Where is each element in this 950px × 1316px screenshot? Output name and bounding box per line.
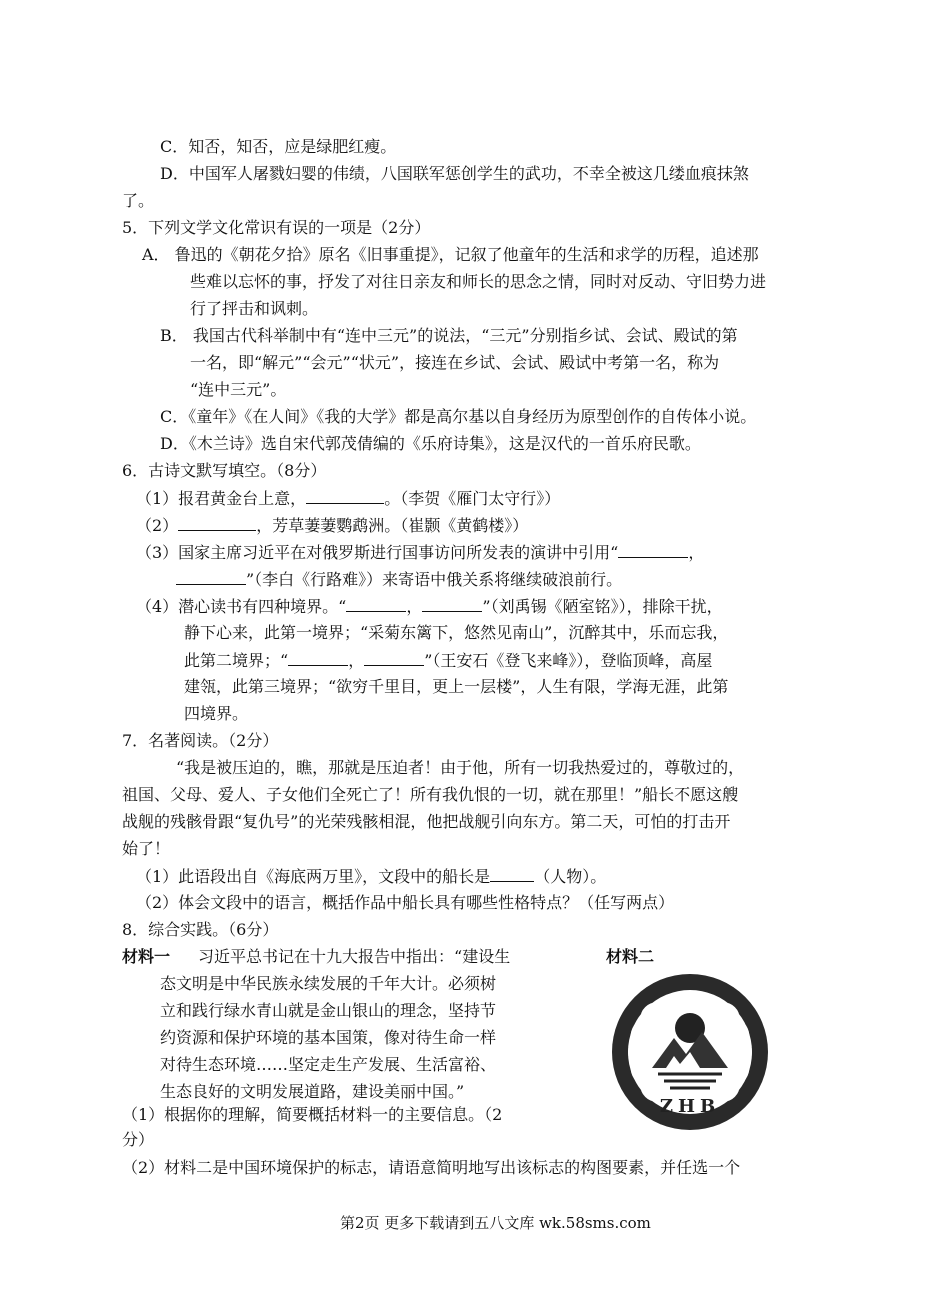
q6-item-4-line4: 建瓴，此第三境界；“欲穷千里目，更上一层楼”，人生有限，学海无涯，此第 bbox=[184, 677, 729, 696]
q6-item-3-line2 bbox=[176, 567, 622, 592]
q7-sub-1-text-a: （1）此语段出自《海底两万里》，文段中的船长是 bbox=[136, 867, 491, 886]
material-1-line4: 约资源和保护环境的基本国策，像对待生命一样 bbox=[160, 1028, 497, 1047]
q6-item-4-line3 bbox=[184, 648, 712, 673]
q6-item-3-text-c: ”（李白《行路难》）来寄语中俄关系将继续破浪前行。 bbox=[246, 570, 623, 589]
q6-item-4-blank-2[interactable] bbox=[422, 594, 482, 612]
q6-item-1-text-b: 。（李贺《雁门太守行》） bbox=[384, 489, 561, 508]
q7-passage-line1: “我是被压迫的，瞧，那就是压迫者！由于他，所有一切我热爱过的，尊敬过的， bbox=[176, 758, 745, 777]
q6-item-2-text-a: （2） bbox=[136, 516, 179, 535]
q7-sub-1-blank[interactable] bbox=[490, 864, 534, 882]
q4-option-d-line2: 了。 bbox=[122, 191, 155, 210]
q5-stem: 5．下列文学文化常识有误的一项是（2分） bbox=[122, 218, 431, 237]
q6-item-4-text-g: ”（王安石《登飞来峰》），登临顶峰，高屋 bbox=[424, 651, 713, 670]
q7-stem: 7．名著阅读。（2分） bbox=[122, 731, 279, 750]
q7-passage-line2: 祖国、父母、爱人、子女他们全死亡了！所有我仇恨的一切，就在那里！”船长不愿这艘 bbox=[122, 785, 739, 804]
q8-sub-1-line2: 分） bbox=[122, 1130, 155, 1149]
q6-item-3-blank-1[interactable] bbox=[618, 540, 688, 558]
q5-option-c: C．《童年》《在人间》《我的大学》都是高尔基以自身经历为原型创作的自传体小说。 bbox=[160, 407, 757, 426]
q5-option-a-line3: 行了抨击和讽刺。 bbox=[190, 299, 319, 318]
q4-option-c: C．知否，知否，应是绿肥红瘦。 bbox=[160, 137, 397, 156]
q5-option-b-line1: B． 我国古代科举制中有“连中三元”的说法，“三元”分别指乡试、会试、殿试的第 bbox=[160, 326, 738, 345]
q6-item-2 bbox=[136, 513, 528, 538]
q8-material-1-line1 bbox=[122, 945, 510, 969]
q6-item-4-line1 bbox=[136, 594, 723, 619]
material-1-line2: 态文明是中华民族永续发展的千年大计。必须树 bbox=[160, 974, 497, 993]
q5-option-b-line2: 一名，即“解元”“会元”“状元”，接连在乡试、会试、殿试中考第一名，称为 bbox=[190, 353, 720, 372]
q7-sub-2: （2）体会文段中的语言，概括作品中船长具有哪些性格特点？（任写两点） bbox=[136, 893, 675, 912]
q6-item-4-text-a: （4）潜心读书有四种境界。“ bbox=[136, 597, 347, 616]
emblem-letters: ZHB bbox=[659, 1096, 721, 1117]
q6-item-1 bbox=[136, 486, 560, 511]
q6-item-3-line1 bbox=[136, 540, 704, 565]
q6-item-4-text-e: 此第二境界；“ bbox=[184, 651, 289, 670]
q6-item-4-text-f: ， bbox=[348, 651, 365, 670]
page-footer: 第2页 更多下载请到五八文库 wk.58sms.com bbox=[340, 1214, 651, 1232]
q7-sub-1 bbox=[136, 864, 606, 889]
material-1-text-1: 习近平总书记在十九大报告中指出：“建设生 bbox=[198, 947, 511, 966]
q6-item-4-line5: 四境界。 bbox=[184, 704, 249, 723]
q6-item-4-line2: 静下心来，此第一境界；“采菊东篱下，悠然见南山”，沉醉其中，乐而忘我， bbox=[184, 623, 729, 642]
q6-item-2-blank[interactable] bbox=[178, 513, 256, 531]
q6-stem: 6．古诗文默写填空。（8分） bbox=[122, 461, 327, 480]
q7-sub-1-text-b: （人物）。 bbox=[534, 867, 607, 886]
q8-stem: 8．综合实践。（6分） bbox=[122, 920, 279, 939]
q6-item-3-text-a: （3）国家主席习近平在对俄罗斯进行国事访问所发表的演讲中引用“ bbox=[136, 543, 619, 562]
q5-option-a-line2: 些难以忘怀的事，抒发了对往日亲友和师长的思念之情，同时对反动、守旧势力进 bbox=[190, 272, 767, 291]
q6-item-4-text-b: ， bbox=[406, 597, 423, 616]
q6-item-3-text-b: ， bbox=[688, 543, 705, 562]
q6-item-4-blank-3[interactable] bbox=[288, 648, 348, 666]
q8-sub-2: （2）材料二是中国环境保护的标志，请语意简明地写出该标志的构图要素，并任选一个 bbox=[122, 1158, 741, 1177]
q5-option-b-line3: “连中三元”。 bbox=[190, 380, 287, 399]
material-2-label: 材料二 bbox=[606, 947, 655, 966]
q8-sub-1-line1: （1）根据你的理解，简要概括材料一的主要信息。（2 bbox=[122, 1105, 503, 1124]
q7-passage-line3: 战舰的残骸骨跟“复仇号”的光荣残骸相混，他把战舰引向东方。第二天，可怕的打击开 bbox=[122, 812, 731, 831]
material-1-line3: 立和践行绿水青山就是金山银山的理念，坚持节 bbox=[160, 1001, 497, 1020]
q6-item-4-blank-4[interactable] bbox=[364, 648, 424, 666]
material-1-line6: 生态良好的文明发展道路，建设美丽中国。” bbox=[160, 1082, 465, 1101]
q5-option-d: D．《木兰诗》选自宋代郭茂倩编的《乐府诗集》，这是汉代的一首乐府民歌。 bbox=[160, 434, 701, 453]
q6-item-3-blank-2[interactable] bbox=[176, 567, 246, 585]
q4-option-d-line1: D．中国军人屠戮妇婴的伟绩，八国联军惩创学生的武功，不幸全被这几缕血痕抹煞 bbox=[160, 164, 749, 183]
material-1-line5: 对待生态环境……坚定走生产发展、生活富裕、 bbox=[160, 1055, 497, 1074]
q6-item-4-text-c: ”（刘禹锡《陋室铭》），排除干扰， bbox=[482, 597, 723, 616]
q7-passage-line4: 始了！ bbox=[122, 839, 171, 858]
q6-item-1-blank[interactable] bbox=[306, 486, 384, 504]
material-1-label: 材料一 bbox=[122, 947, 171, 966]
q6-item-4-blank-1[interactable] bbox=[346, 594, 406, 612]
q6-item-2-text-b: ，芳草萋萋鹦鹉洲。（崔颢《黄鹤楼》） bbox=[256, 516, 529, 535]
q5-option-a-line1: A． 鲁迅的《朝花夕拾》原名《旧事重提》，记叙了他童年的生活和求学的历程，追述那 bbox=[142, 245, 759, 264]
q6-item-1-text-a: （1）报君黄金台上意， bbox=[136, 489, 307, 508]
environmental-protection-emblem bbox=[610, 972, 770, 1132]
